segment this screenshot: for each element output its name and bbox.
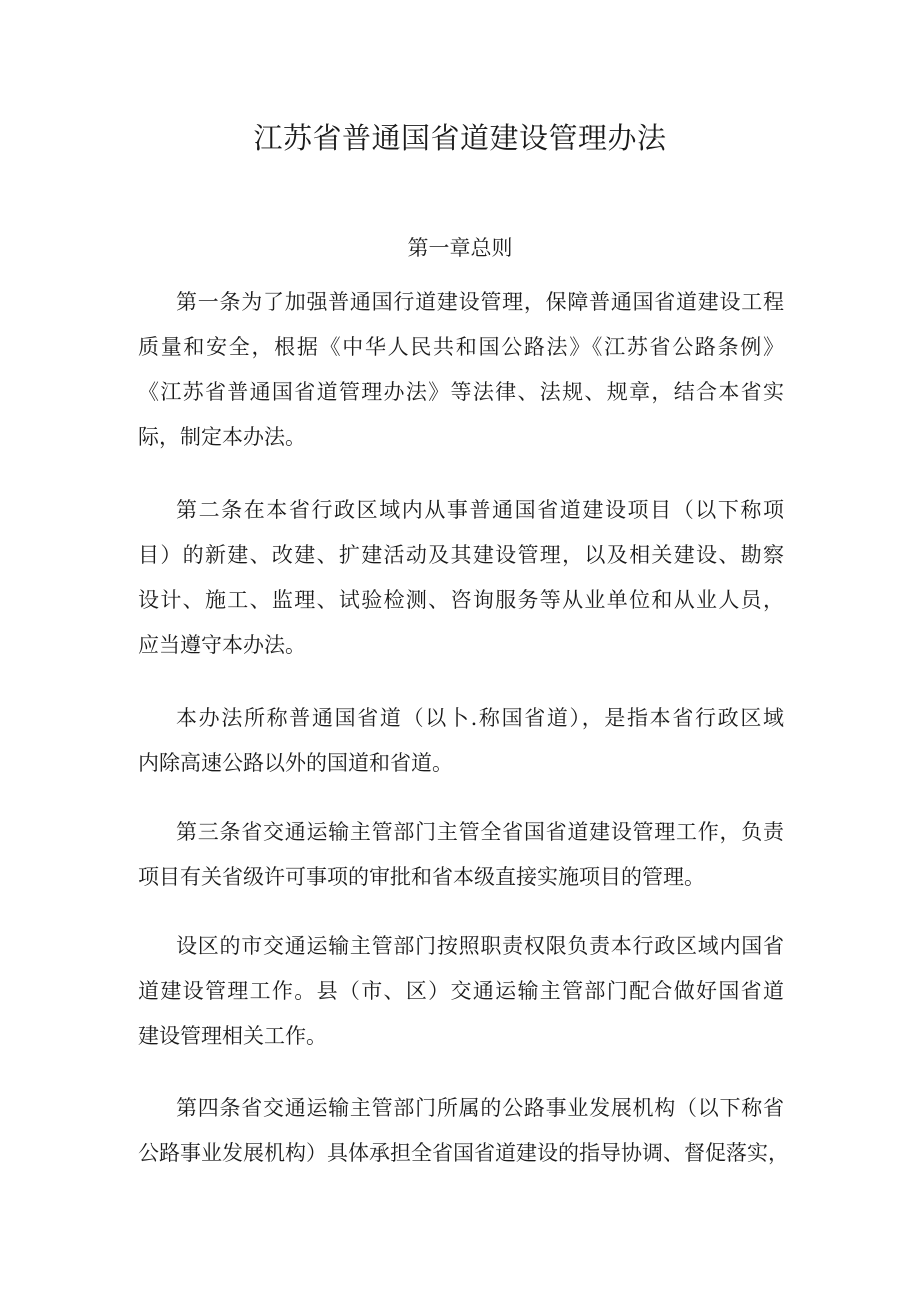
chapter-heading: 第一章总则 xyxy=(407,236,513,260)
city-responsibility-paragraph xyxy=(138,924,784,1059)
paragraph-line: 际，制定本办法。 xyxy=(138,425,306,449)
paragraph-line: 建设管理相关工作。 xyxy=(138,1024,327,1048)
definition-paragraph xyxy=(138,696,784,786)
paragraph-line: 公路事业发展机构）具体承担全省国省道建设的指导协调、督促落实， xyxy=(138,1141,789,1165)
article-4-paragraph xyxy=(138,1086,789,1176)
paragraph-line: 质量和安全，根据《中华人民共和国公路法》《江苏省公路条例》 xyxy=(138,335,784,359)
paragraph-line: 应当遵守本办法。 xyxy=(138,633,306,657)
document-title: 江苏省普通国省道建设管理办法 xyxy=(253,121,667,155)
paragraph-line: 道建设管理工作。县（市、区）交通运输主管部门配合做好国省道 xyxy=(138,979,784,1003)
article-2-paragraph xyxy=(138,488,784,668)
paragraph-line: 内除高速公路以外的国道和省道。 xyxy=(138,751,453,775)
paragraph-line: 设计、施工、监理、试验检测、咨询服务等从业单位和从业人员， xyxy=(138,588,784,612)
article-1-paragraph xyxy=(138,280,784,460)
paragraph-line: 第三条省交通运输主管部门主管全省国省道建设管理工作，负责 xyxy=(176,820,784,844)
paragraph-line: 目）的新建、改建、扩建活动及其建设管理，以及相关建设、勘察 xyxy=(138,543,784,567)
paragraph-line: 第四条省交通运输主管部门所属的公路事业发展机构（以下称省 xyxy=(176,1096,784,1120)
paragraph-line: 第二条在本省行政区域内从事普通国省道建设项目（以下称项 xyxy=(176,498,784,522)
article-3-paragraph xyxy=(138,810,784,900)
paragraph-line: 第一条为了加强普通国行道建设管理，保障普通国省道建设工程 xyxy=(176,290,784,314)
paragraph-line: 《江苏省普通国省道管理办法》等法律、法规、规章，结合本省实 xyxy=(138,380,784,404)
paragraph-line: 设区的市交通运输主管部门按照职责权限负责本行政区域内国省 xyxy=(176,934,784,958)
paragraph-line: 本办法所称普通国省道（以卜.称国省道），是指本省行政区域 xyxy=(176,706,784,730)
paragraph-line: 项目有关省级许可事项的审批和省本级直接实施项目的管理。 xyxy=(138,865,705,889)
